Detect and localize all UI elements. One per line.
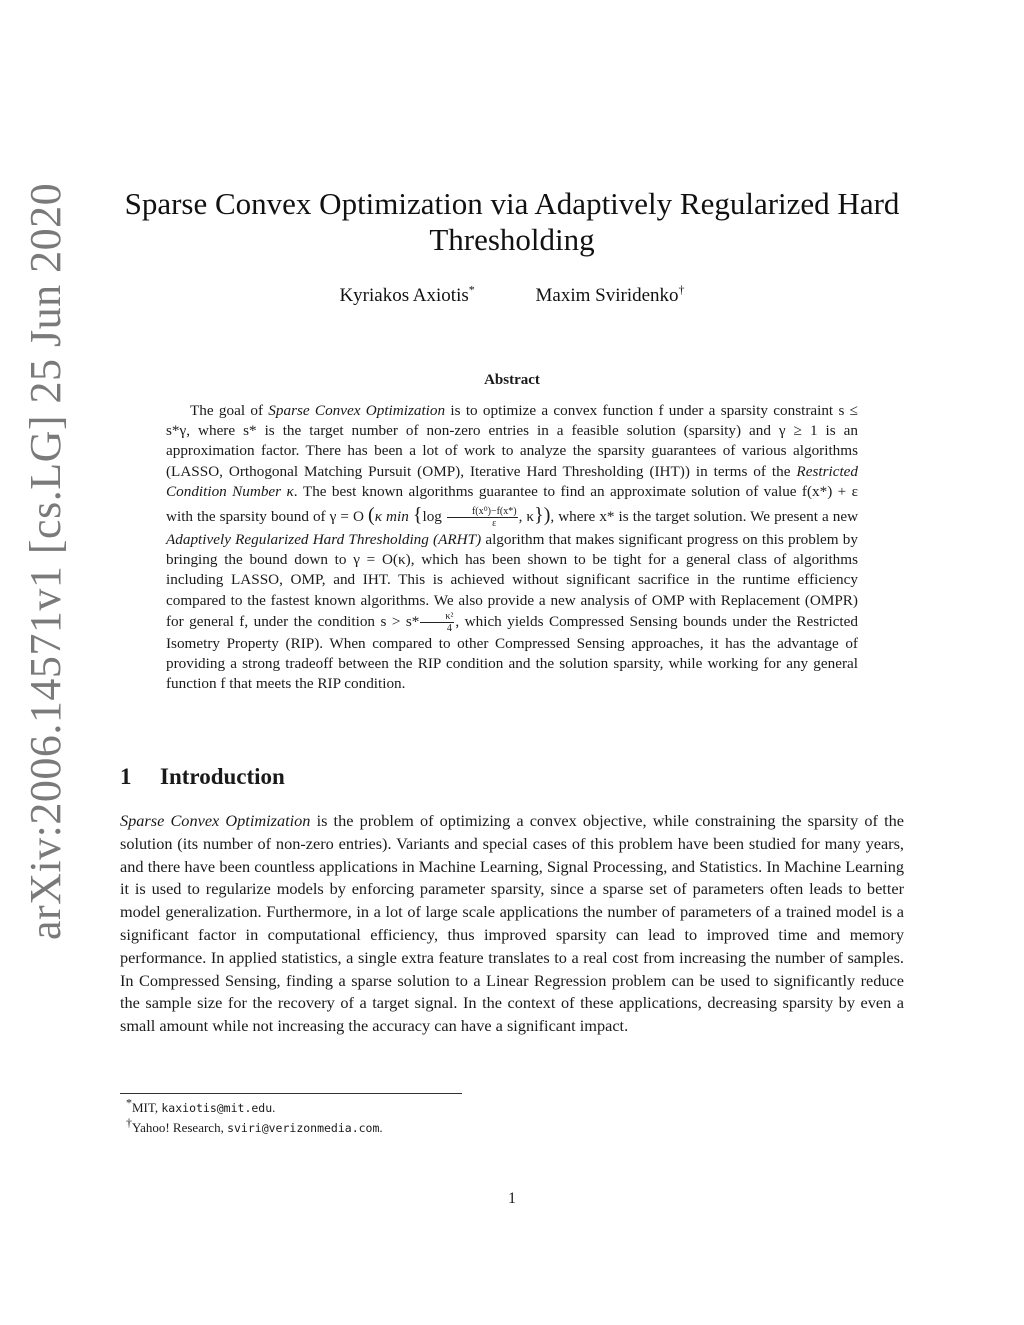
sparsity-bound-formula: bound of γ = O (κ min {log $\frac{\text{f(x⁰)−f(x*)}}{\varepsilon}$ , κ}), where x* is the target solution. We present a new [270, 504, 859, 530]
footnote-2-email[interactable]: sviri@verizonmedia.com [227, 1121, 380, 1135]
footnotes [126, 1095, 383, 1138]
introduction-paragraph: Sparse Convex Optimization is the problem of optimizing a convex objective, while constraining the sparsity of the solution (its number of non-zero entries). Variants and special cases of this problem have been studied for many years, and there have been countless applications in Machine Learning, Signal Processing, and Statistics. In Machine Learning it is used to regularize models by enforcing parameter sparsity, since a sparse set of parameters often leads to better model generalization. Furthermore, in a lot of large scale applications the number of parameters of a trained model is a significant factor in computational efficiency, thus improved sparsity can lead to improved time and memory performance. In applied statistics, a single extra feature translates to a real cost from increasing the number of samples. In Compressed Sensing, finding a sparse solution to a Linear Regression problem can be used to significantly reduce the sample size for the recovery of a target signal. In the context of these applications, decreasing sparsity by even a small amount while not increasing the accuracy can have a significant impact. [120, 811, 905, 1036]
page-number: 1 [508, 1190, 516, 1207]
author-list [120, 282, 904, 307]
footnote-2: †Yahoo! Research, sviri@verizonmedia.com. [126, 1115, 383, 1135]
author-1: Kyriakos Axiotis* [339, 282, 475, 306]
abstract-text: The goal of Sparse Convex Optimization is to optimize a convex function f under a sparsity constraint s ≤ s*γ, where s* is the target number of non-zero entries in a feasible solution (sparsity) and γ ≥ 1 is an approximation factor. There has been a lot of work to analyze the sparsity guarantees of various algorithms (LASSO, Orthogonal Matching Pursuit (OMP), Iterative Hard Thresholding (IHT)) in terms of the Restricted Condition Number κ. The best known algorithms guarantee to find an approximate solution of value f(x*) + ε with the sparsity bound of γ = O (κ min {log $\frac{\text{f(x⁰)−f(x*)}}{\varepsilon}$ , κ}), where x* is the target solution. We present a new Adaptively Regularized Hard Thresholding (ARHT) algorithm that makes significant progress on this problem by bringing the bound down to γ = O(κ), which has been shown to be tight for a general class of algorithms including LASSO, OMP, and IHT. This is achieved without significant sacrifice in the runtime efficiency compared to the fastest known algorithms. We also provide a new analysis of OMP with Replacement (OMPR) for general f, under the condition s > s* $\frac{\text{κ²}}{4}$ , which yields Compressed Sensing bounds under the Restricted Isometry Property (RIP). When compared to other Compressed Sensing approaches, it has the advantage of providing a strong tradeoff between the RIP condition and the solution sparsity, while working for any general function f that meets the RIP condition. [166, 402, 859, 693]
author-2: Maxim Sviridenko† [535, 282, 685, 306]
author-2-mark: † [678, 282, 685, 297]
paper-title [120, 186, 904, 258]
title-line-2: Thresholding [429, 222, 595, 257]
author-1-mark: * [468, 282, 475, 297]
footnote-rule [120, 1093, 462, 1094]
section-number: 1 [120, 764, 132, 789]
footnote-1-email[interactable]: kaxiotis@mit.edu [161, 1101, 273, 1115]
arxiv-identifier: arXiv:2006.14571v1 [cs.LG] 25 Jun 2020 [21, 182, 70, 940]
footnote-1: *MIT, kaxiotis@mit.edu. [126, 1095, 276, 1115]
section-title: Introduction [160, 764, 285, 789]
abstract-heading: Abstract [484, 372, 540, 388]
title-line-1: Sparse Convex Optimization via Adaptively Regularized Hard [124, 186, 900, 221]
section-heading [120, 764, 285, 790]
